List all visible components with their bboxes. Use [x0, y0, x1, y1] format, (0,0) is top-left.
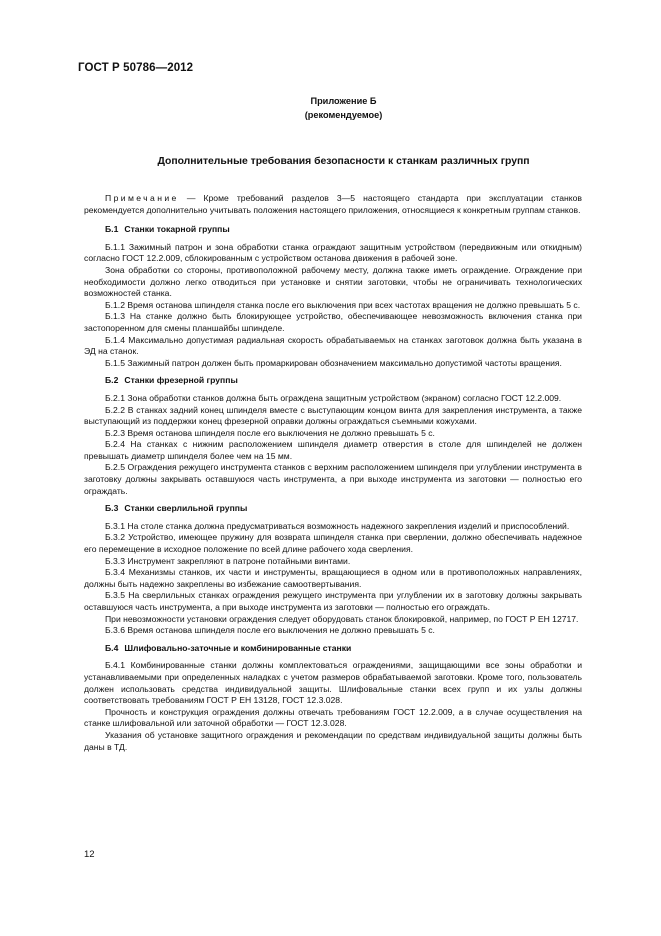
paragraph: Б.4.1 Комбинированные станки должны комплектоваться ограждениями, защищающими все зоны обработки и устанавливаемыми при определенных наладках с учетом размеров обрабатываемой заготовки. Кроме того, пользователь должен использовать средства индивидуальной защиты. Шлифовальные станки всех групп и их узлы должны соответствовать требованиям ГОСТ Р ЕН 13128, ГОСТ 12.3.028.: [84, 660, 582, 706]
section-title: Станки токарной группы: [124, 224, 230, 235]
section-title: Станки фрезерной группы: [124, 375, 238, 386]
page-number: 12: [84, 849, 95, 860]
paragraph: Б.2.3 Время останова шпинделя после его выключения не должно превышать 5 с.: [105, 427, 435, 438]
paragraph: Б.2.1 Зона обработки станков должна быть ограждена защитным устройством (экраном) согласно ГОСТ 12.2.009.: [105, 392, 562, 403]
note-text: — Кроме требований разделов 3—5 настоящего стандарта при эксплуатации станков рекомендуется дополнительно учитывать положения настоящего приложения, относящиеся к конкретным группам станков.: [84, 193, 582, 215]
standard-code: ГОСТ Р 50786—2012: [78, 62, 194, 74]
section-number: Б.2: [105, 375, 119, 386]
paragraph: Б.1.5 Зажимный патрон должен быть промаркирован обозначением максимально допустимой частоты вращения.: [105, 357, 562, 368]
section-title: Шлифовально-заточные и комбинированные станки: [124, 642, 352, 653]
page-title: Дополнительные требования безопасности к станкам различных групп: [157, 156, 530, 167]
paragraph: Б.3.4 Механизмы станков, их части и инструменты, вращающиеся в одном или в противоположных направлениях, должны быть надежно закреплены во избежание самоотвертывания.: [84, 567, 582, 589]
section-heading-b1: [84, 224, 582, 236]
paragraph: Б.2.2 В станках задний конец шпинделя вместе с выступающим концом винта для закрепления инструмента, а также выступающий из поддержки конец фрезерной оправки должны ограждаться съемными кожухами.: [84, 404, 582, 427]
paragraph: Б.3.5 На сверлильных станках ограждения режущего инструмента при углублении их в заготовку должны закрывать оставшуюся часть инструмента, а при выходе инструмента из заготовки — полностью его ограждать.: [84, 590, 582, 612]
section-title: Станки сверлильной группы: [124, 503, 248, 514]
paragraph: Б.1.2 Время останова шпинделя станка после его выключения при всех частотах вращения не должно превышать 5 с.: [105, 299, 581, 310]
paragraph: Б.3.6 Время останова шпинделя после его выключения не должно превышать 5 с.: [105, 625, 435, 636]
section-number: Б.4: [105, 642, 119, 653]
document-body: [84, 193, 582, 753]
paragraph: Б.3.3 Инструмент закрепляют в патроне потайными винтами.: [105, 555, 351, 566]
appendix-label: Приложение Б: [310, 96, 377, 106]
paragraph: Б.2.4 На станках с нижним расположением шпинделя диаметр отверстия в столе для шпинделей не должен превышать диаметр шпинделя более чем на 15 мм.: [84, 439, 582, 461]
paragraph: Б.1.1 Зажимный патрон и зона обработки станка ограждают защитным устройством (передвижным или откидным) согласно ГОСТ 12.2.009, сблокированным с устройством останова движения в рабочей зоне.: [84, 241, 582, 264]
paragraph: Указания об установке защитного ограждения и рекомендации по средствам индивидуальной защиты должны быть даны в ТД.: [84, 729, 582, 752]
paragraph: Б.3.1 На столе станка должна предусматриваться возможность надежного закрепления изделий и приспособлений.: [105, 520, 570, 531]
appendix-status: (рекомендуемое): [304, 110, 383, 120]
note-label: Примечание: [105, 193, 179, 203]
section-heading-b3: [84, 503, 582, 515]
paragraph: Прочность и конструкция ограждения должны отвечать требованиям ГОСТ 12.2.009, а в случае осуществления на станке шлифовальной или заточной обработки — ГОСТ 12.3.028.: [84, 706, 582, 729]
paragraph: Б.1.4 Максимально допустимая радиальная скорость обрабатываемых на станках заготовок должна быть указана в ЭД на станок.: [84, 334, 582, 357]
paragraph: Б.1.3 На станке должно быть блокирующее устройство, обеспечивающее невозможность включения станка при застопоренном для смены планшайбы шпинделе.: [84, 311, 582, 333]
appendix-header: [0, 94, 661, 122]
paragraph: Зона обработки со стороны, противоположной рабочему месту, должна также иметь ограждение. Ограждение при необходимости должно легко отводиться при установке и снятии заготовки, чтобы не ограничивать технологических возможностей станка.: [84, 264, 582, 299]
section-number: Б.1: [105, 224, 119, 235]
paragraph: Б.2.5 Ограждения режущего инструмента станков с верхним расположением шпинделя при углублении инструмента в заготовку должны закрывать оставшуюся часть инструмента, а при выходе инструмента из заготовки — полностью его ограждать.: [84, 462, 582, 496]
section-heading-b2: [84, 375, 582, 387]
section-number: Б.3: [105, 503, 119, 514]
note-paragraph: [84, 193, 582, 216]
section-heading-b4: [84, 643, 582, 655]
paragraph: При невозможности установки ограждения следует оборудовать станок блокировкой, например, по ГОСТ Р ЕН 12717.: [105, 613, 579, 624]
paragraph: Б.3.2 Устройство, имеющее пружину для возврата шпинделя станка при сверлении, должно обеспечивать надежное его перемещение в исходное положение по всей длине рабочего хода сверления.: [84, 532, 582, 555]
